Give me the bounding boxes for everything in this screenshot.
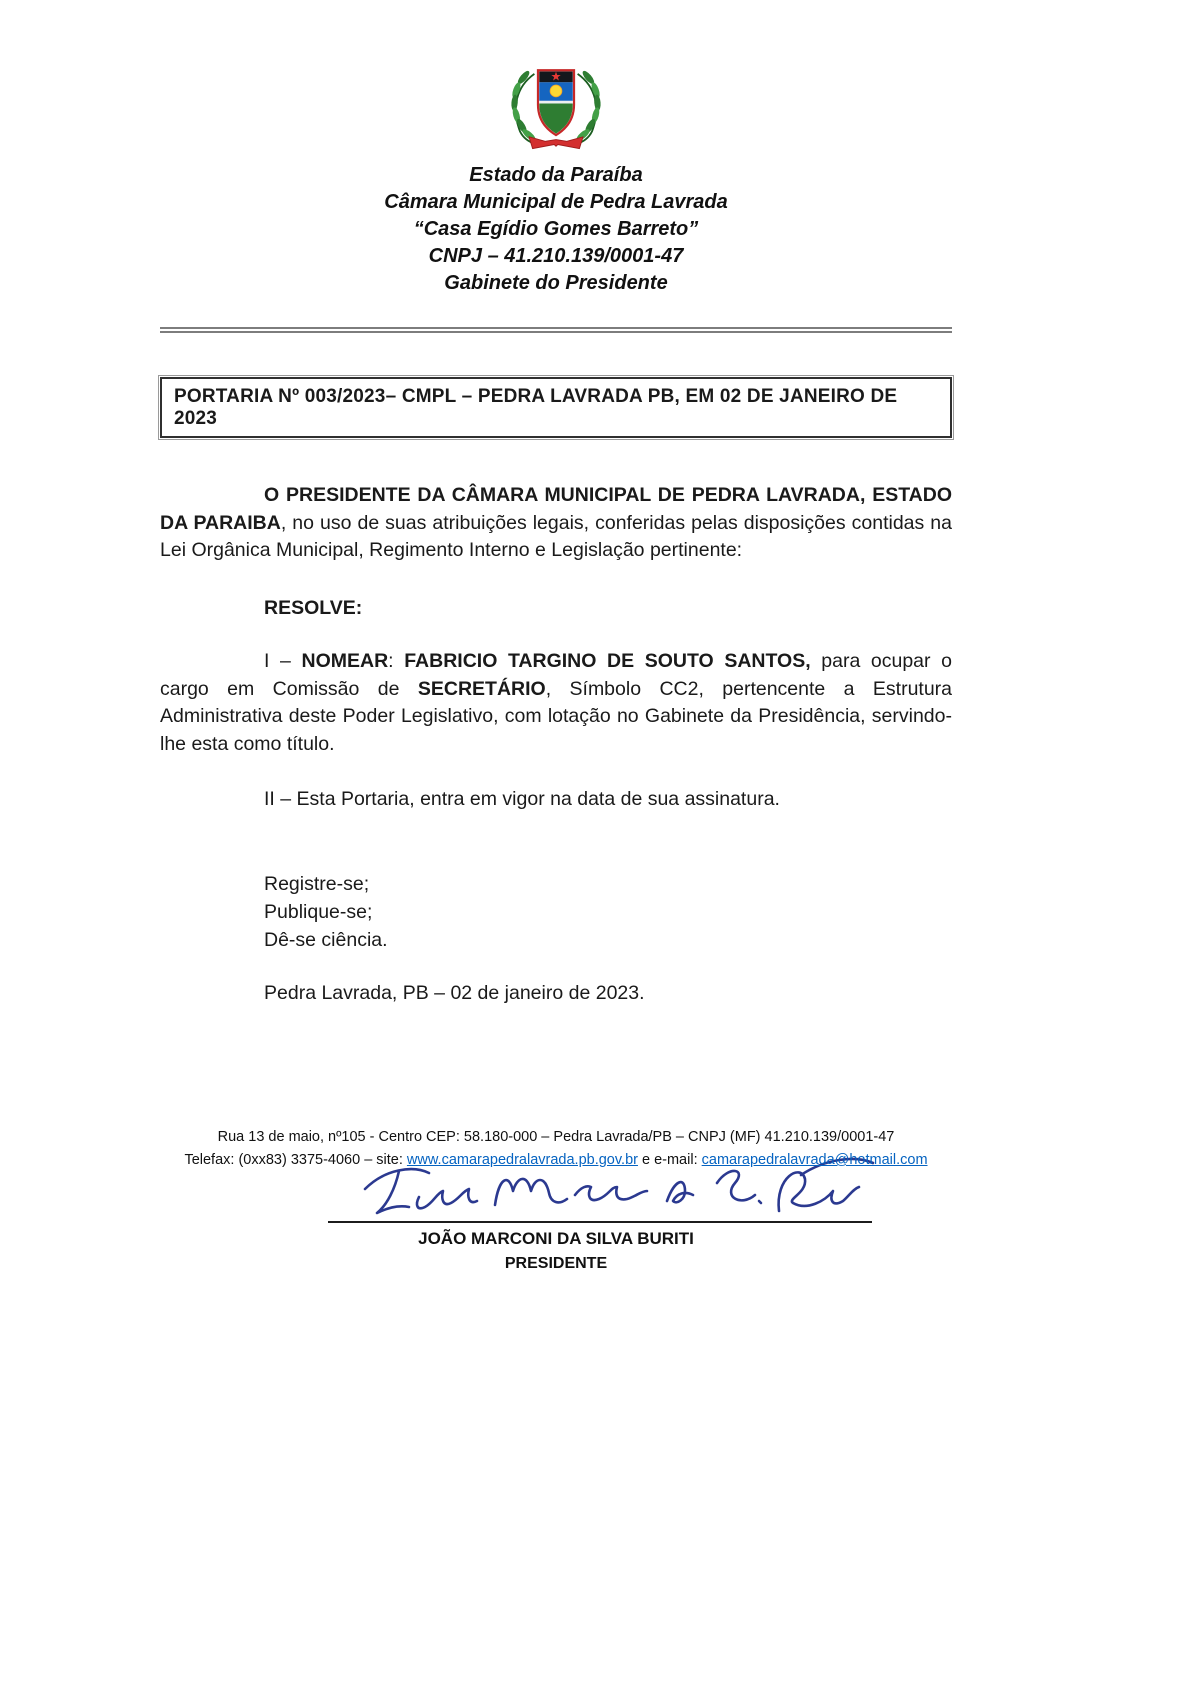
closing-ciencia: Dê-se ciência. [264, 928, 388, 951]
footer-address-line: Rua 13 de maio, nº105 - Centro CEP: 58.180-000 – Pedra Lavrada/PB – CNPJ (MF) 41.210.139/0001-47 [217, 1129, 895, 1145]
footer-telefax: Telefax: (0xx83) 3375-4060 – site: [184, 1152, 407, 1168]
header-cnpj: CNPJ – 41.210.139/0001-47 [428, 245, 684, 267]
item1-appointee-name: FABRICIO TARGINO DE SOUTO SANTOS, [404, 650, 811, 672]
footer-site-link[interactable]: www.camarapedralavrada.pb.gov.br [406, 1152, 638, 1168]
item1-number: I – [264, 650, 302, 672]
paragraph-item-1 [160, 648, 952, 758]
item1-text: para ocupar o cargo em Comissão de [160, 650, 952, 700]
preamble-bold: O PRESIDENTE DA CÂMARA MUNICIPAL DE PEDRA LAVRADA, ESTADO DA PARAIBA [160, 484, 952, 534]
header-divider [160, 327, 952, 333]
resolve-heading: RESOLVE: [264, 596, 363, 619]
item1-colon: : [388, 650, 405, 672]
signer-name: JOÃO MARCONI DA SILVA BURITI [418, 1229, 694, 1248]
preamble-rest: , no uso de suas atribuições legais, conferidas pelas disposições contidas na Lei Orgânica Municipal, Regimento Interno e Legislação pertinente: [160, 511, 952, 561]
header-house-name: “Casa Egídio Gomes Barreto” [413, 218, 699, 240]
closing-registre: Registre-se; [264, 872, 370, 895]
paragraph-item-2: II – Esta Portaria, entra em vigor na data de sua assinatura. [264, 788, 780, 810]
closing-block [160, 870, 952, 954]
portaria-title-box [160, 377, 952, 438]
header-office: Gabinete do Presidente [444, 272, 668, 294]
footer-email-label: e e-mail: [637, 1152, 702, 1168]
footer-email-link[interactable]: camarapedralavrada@hotmail.com [701, 1152, 928, 1168]
date-line: Pedra Lavrada, PB – 02 de janeiro de 2023. [264, 981, 645, 1004]
signer-role: PRESIDENTE [504, 1255, 608, 1272]
header-chamber: Câmara Municipal de Pedra Lavrada [384, 191, 728, 213]
document-footer [160, 1126, 952, 1172]
closing-publique: Publique-se; [264, 900, 373, 923]
signature-line [328, 1221, 872, 1223]
signature-block [160, 1157, 952, 1292]
header-state: Estado da Paraíba [469, 164, 643, 186]
footer-contact-line [160, 1149, 952, 1172]
letterhead [160, 0, 952, 297]
document-content [160, 0, 952, 1292]
portaria-title: PORTARIA Nº 003/2023– CMPL – PEDRA LAVRADA PB, EM 02 DE JANEIRO DE 2023 [174, 386, 898, 429]
paragraph-preamble [160, 482, 952, 565]
item1-text-rest: , Símbolo CC2, pertencente a Estrutura Administrativa deste Poder Legislativo, com lotação no Gabinete da Presidência, servindo-lhe esta como título. [160, 677, 953, 755]
item1-position: SECRETÁRIO [417, 677, 546, 700]
coat-of-arms-icon [160, 52, 952, 156]
item1-nomear: NOMEAR [301, 650, 389, 672]
